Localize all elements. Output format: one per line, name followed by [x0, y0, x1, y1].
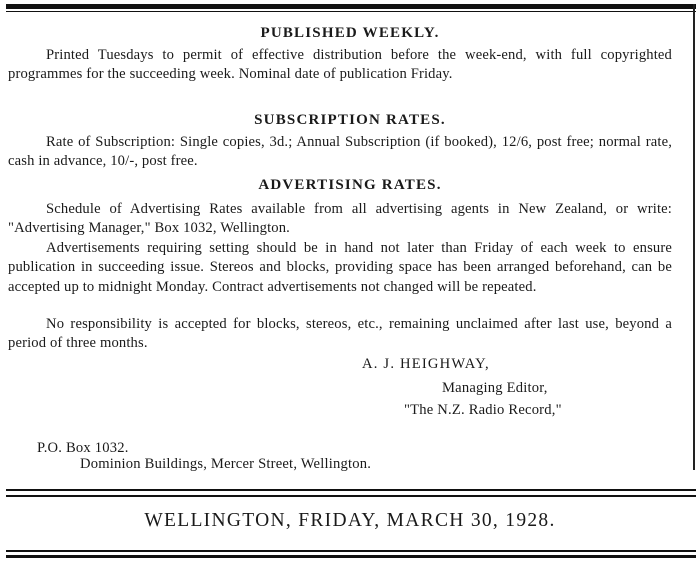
subscription-rates-heading: SUBSCRIPTION RATES. — [254, 112, 446, 128]
signature-name: A. J. HEIGHWAY, — [362, 356, 490, 372]
top-rule-thin — [6, 11, 696, 12]
published-weekly-heading: PUBLISHED WEEKLY. — [260, 25, 440, 41]
signature-title: Managing Editor, — [442, 380, 548, 396]
top-rule — [6, 4, 696, 9]
address-po-box: P.O. Box 1032. — [37, 440, 129, 456]
published-weekly-text: Printed Tuesdays to permit of effective distribution before the week-end, with full copyrighted programmes for the succeeding week. Nominal date of publication Friday. — [8, 47, 672, 83]
right-column-border — [693, 4, 695, 470]
bottom-rule-3 — [6, 550, 696, 552]
advertising-paragraph-schedule: Schedule of Advertising Rates available from all advertising agents in New Zealand, or write: "Advertising Manager," Box 1032, Wellington. — [8, 201, 672, 237]
advertising-rates-heading: ADVERTISING RATES. — [258, 177, 442, 193]
bottom-rule-1 — [6, 489, 696, 491]
address-street: Dominion Buildings, Mercer Street, Wellington. — [80, 456, 372, 472]
dateline: WELLINGTON, FRIDAY, MARCH 30, 1928. — [144, 510, 556, 531]
advertising-paragraph-responsibility: No responsibility is accepted for blocks, stereos, etc., remaining unclaimed after last use, beyond a period of three months. — [8, 316, 672, 352]
signature-publication: "The N.Z. Radio Record," — [404, 402, 562, 418]
bottom-rule-2 — [6, 495, 696, 497]
advertising-paragraph-setting: Advertisements requiring setting should be in hand not later than Friday of each week to ensure publication in succeeding issue. Stereos and blocks, providing space has been arranged beforehand, can be accepted up to midnight Monday. Contract advertisements not changed will be repeated. — [8, 240, 672, 295]
subscription-rates-text: Rate of Subscription: Single copies, 3d.; Annual Subscription (if booked), 12/6, post free; normal rate, cash in advance, 10/-, post free. — [8, 134, 672, 170]
bottom-rule-4 — [6, 555, 696, 558]
